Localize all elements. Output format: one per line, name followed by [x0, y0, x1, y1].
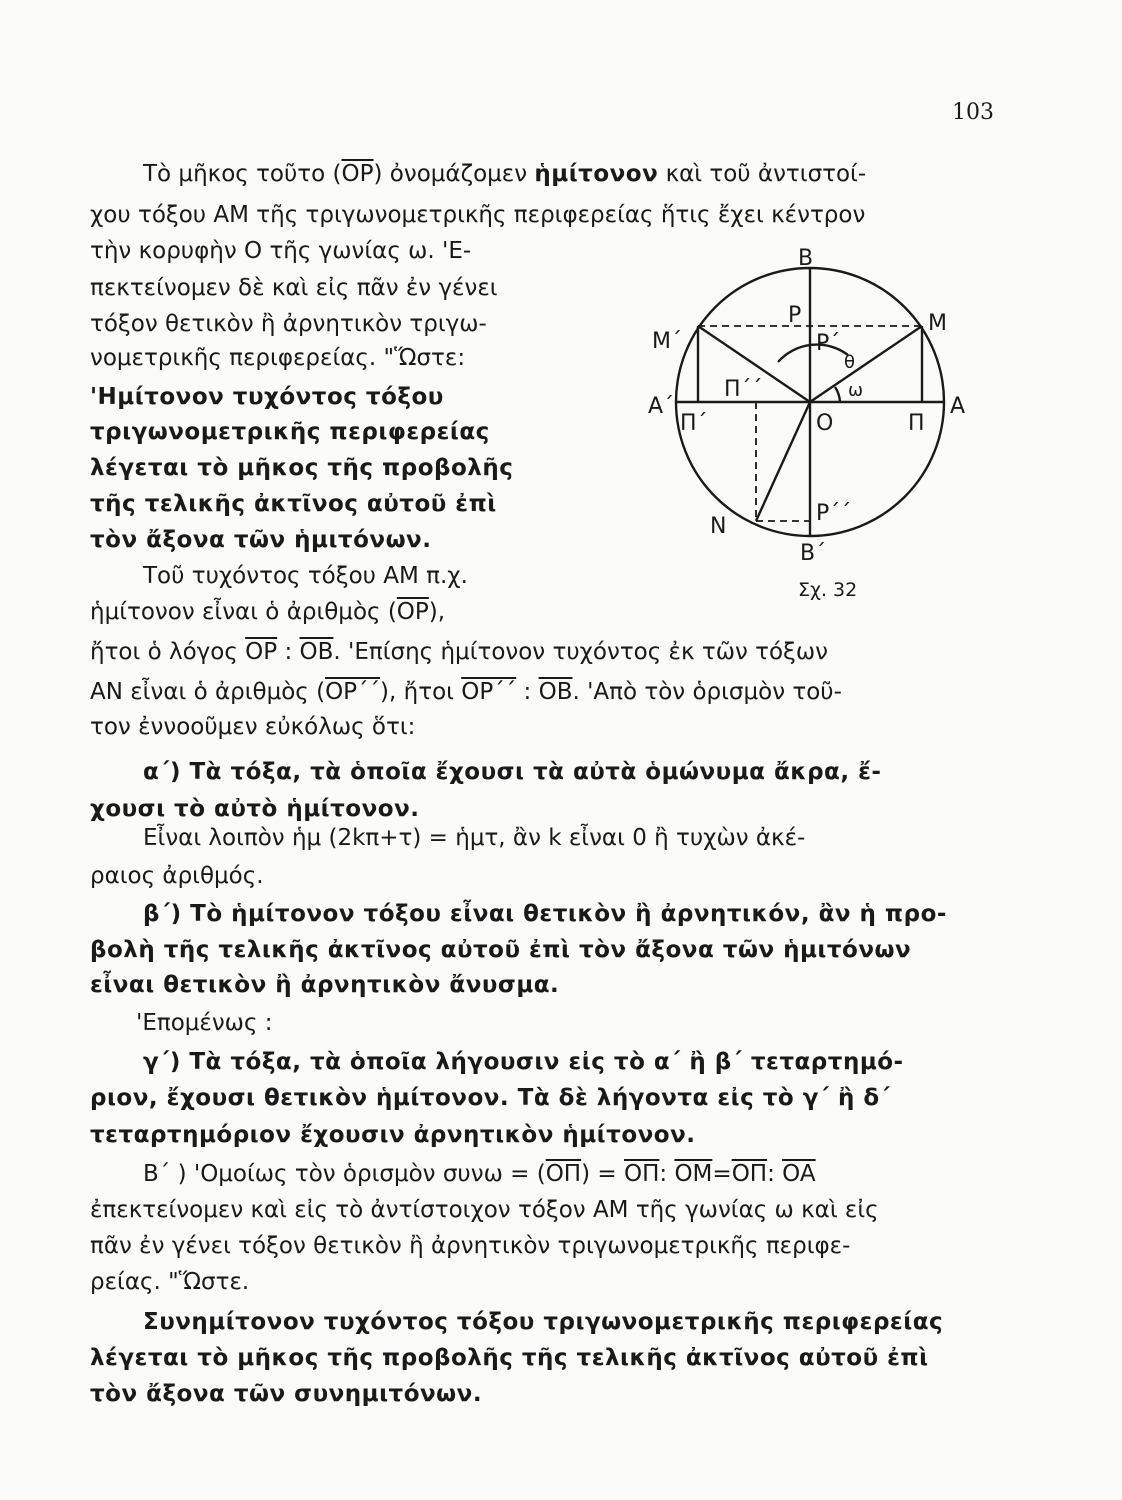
- rule-line: εἶναι θετικὸν ἢ ἀρνητικὸν ἄνυσμα.: [90, 972, 560, 998]
- text-line: AN εἶναι ὁ ἀριθμὸς (OP΄΄), ἤτοι OP΄΄ : $\overline{OB}$. 'Aπὸ τὸν ὁρισμὸν τοῦ-: [90, 679, 842, 705]
- label-Pi-dprime: Π΄΄: [724, 377, 763, 402]
- definition-line: λέγεται τὸ μῆκος τῆς προβολῆς: [90, 455, 514, 481]
- angle-omega-arc: [835, 387, 840, 402]
- label-theta: θ: [844, 352, 856, 373]
- label-Pi: Π: [908, 411, 925, 436]
- label-omega: ω: [848, 380, 864, 401]
- definition-line: τῆς τελικῆς ἀκτῖνος αὐτοῦ ἐπὶ: [90, 491, 497, 517]
- rule-line: τεταρτημόριον ἔχουσιν ἀρνητικὸν ἡμίτονον.: [90, 1122, 696, 1148]
- text-line: Εἶναι λοιπὸν ἡμ (2kπ+τ) = ἡμτ, ἂν k εἶναι 0 ἢ τυχὼν ἀκέ-: [143, 825, 806, 851]
- definition-line: λέγεται τὸ μῆκος τῆς προβολῆς τῆς τελικῆς ἀκτῖνος αὐτοῦ ἐπὶ: [90, 1345, 929, 1371]
- text-line: πᾶν ἐν γένει τόξον θετικὸν ἢ ἀρνητικὸν τριγωνομετρικῆς περιφε-: [90, 1233, 851, 1259]
- text-line: ραιος ἀριθμός.: [90, 863, 264, 889]
- label-M: M: [928, 311, 947, 336]
- definition-line: Συνημίτονον τυχόντος τόξου τριγωνομετρικῆς περιφερείας: [143, 1309, 944, 1335]
- label-M-prime: M΄: [652, 329, 682, 354]
- text-line: Τοῦ τυχόντος τόξου AM π.χ.: [143, 563, 468, 589]
- rule-line: ριον, ἔχουσι θετικὸν ἡμίτονον. Τὰ δὲ λήγοντα εἰς τὸ γ΄ ἢ δ΄: [90, 1085, 891, 1111]
- rule-line: βολὴ τῆς τελικῆς ἀκτῖνος αὐτοῦ ἐπὶ τὸν ἄξονα τῶν ἡμιτόνων: [90, 937, 912, 963]
- text-line: πεκτείνομεν δὲ καὶ εἰς πᾶν ἐν γένει: [90, 275, 498, 301]
- text-line: τὴν κορυφὴν O τῆς γωνίας ω. 'E-: [90, 238, 472, 264]
- page-number: 103: [952, 100, 994, 125]
- figure-caption: Σχ. 32: [798, 579, 858, 601]
- text-line: ἤτοι ὁ λόγος $\overline{OP}$ : $\overline{OB}$. 'Επίσης ἡμίτονον τυχόντος ἐκ τῶν τόξων: [90, 639, 828, 665]
- label-P: P: [788, 303, 802, 328]
- label-Pi-prime: Π΄: [680, 411, 708, 436]
- radius-ON: [756, 402, 810, 521]
- definition-line: 'Ημίτονον τυχόντος τόξου: [90, 384, 444, 410]
- text-line: χου τόξου AM τῆς τριγωνομετρικῆς περιφερείας ἥτις ἔχει κέντρον: [90, 202, 866, 228]
- rule-line: χουσι τὸ αὐτὸ ἡμίτονον.: [90, 796, 420, 822]
- rule-line: γ΄) Τὰ τόξα, τὰ ὁποῖα λήγουσιν εἰς τὸ α΄ ἢ β΄ τεταρτημό-: [143, 1049, 904, 1075]
- definition-line: τριγωνομετρικῆς περιφερείας: [90, 419, 490, 445]
- text-line: 'Επομένως :: [136, 1010, 273, 1036]
- text-line: ἐπεκτείνομεν καὶ εἰς τὸ ἀντίστοιχον τόξον AM τῆς γωνίας ω καὶ εἰς: [90, 1197, 879, 1223]
- text-line: τον ἐννοοῦμεν εὐκόλως ὅτι:: [90, 714, 416, 740]
- text-line: ρείας. "Ὥστε.: [90, 1269, 250, 1295]
- label-A: A: [950, 394, 966, 419]
- rule-line: α΄) Τὰ τόξα, τὰ ὁποῖα ἔχουσι τὰ αὐτὰ ὁμώνυμα ἄκρα, ἔ-: [143, 759, 882, 785]
- label-B: B: [798, 246, 814, 271]
- label-A-prime: A΄: [648, 394, 675, 419]
- text-line: τόξον θετικὸν ἢ ἀρνητικὸν τριγω-: [90, 311, 487, 337]
- label-N: N: [710, 514, 727, 539]
- label-O: O: [816, 411, 834, 436]
- label-P-prime: P΄: [816, 331, 841, 356]
- text-line: νομετρικῆς περιφερείας. "Ὥστε:: [90, 345, 466, 371]
- label-B-prime: B΄: [800, 541, 827, 566]
- definition-line: τὸν ἄξονα τῶν ἡμιτόνων.: [90, 527, 432, 553]
- label-P-dprime: P΄΄: [816, 501, 852, 526]
- rule-line: β΄) Τὸ ἡμίτονον τόξου εἶναι θετικὸν ἢ ἀρνητικόν, ἂν ἡ προ-: [143, 901, 947, 927]
- text-line: Τὸ μῆκος τοῦτο $(\overline{OP})$ ὀνομάζομεν ἡμίτονον καὶ τοῦ ἀντιστοί-: [143, 161, 867, 187]
- text-line: B΄ ) 'Ομοίως τὸν ὁρισμὸν $\sigma\upsilon\nu\omega = (\overline{O\Pi}) = \overline{O\Pi}$: $\overline{OM}=\overline{O\Pi}$: $\overline{OA}$: [143, 1161, 816, 1187]
- figure-unit-circle: [640, 238, 980, 608]
- text-line: ἡμίτονον εἶναι ὁ ἀριθμὸς $(\overline{OP})$,: [90, 599, 446, 625]
- definition-line: τὸν ἄξονα τῶν συνημιτόνων.: [90, 1381, 483, 1407]
